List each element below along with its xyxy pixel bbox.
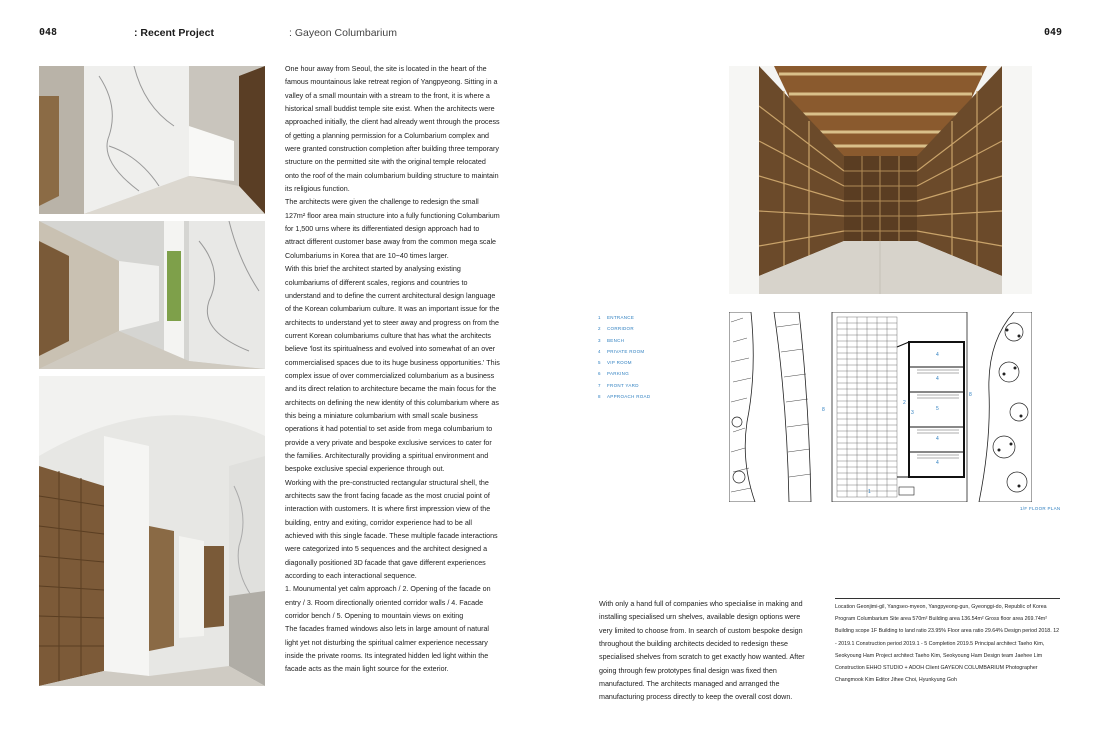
paragraph-challenge: The architects were given the challenge to redesign the small 127m² floor area main structure into a fully functioning Columbarium for 1,500 urns where its differentiated design approach had to attract different customer base away from the common mega scale Columbariums in Korea that are 10~40 times larger. bbox=[285, 198, 500, 260]
floor-plan-caption: 1/F FLOOR PLAN bbox=[1020, 506, 1061, 511]
legend-item-parking: 6 PARKING bbox=[598, 371, 630, 377]
legend-item-vip-room: 5 VIP ROOM bbox=[598, 360, 632, 366]
plan-label-room-vip: 5 bbox=[936, 406, 939, 412]
photo-columbarium-entrance bbox=[39, 376, 265, 686]
main-article-text bbox=[285, 63, 500, 677]
shelf-design-text bbox=[599, 598, 807, 705]
photo-marble-corridor-2 bbox=[39, 221, 265, 369]
plan-label-room-top: 4 bbox=[936, 352, 939, 358]
legend-item-approach-road: 8 APPROACH ROAD bbox=[598, 394, 651, 400]
plan-label-bench: 3 bbox=[911, 410, 914, 416]
legend-item-front-yard: 7 FRONT YARD bbox=[598, 382, 639, 388]
project-title: : Gayeon Columbarium bbox=[289, 27, 397, 39]
plan-label-right: 8 bbox=[969, 392, 972, 398]
plan-label-room-mid-a: 4 bbox=[936, 376, 939, 382]
plan-label-entrance: 1 bbox=[868, 489, 871, 495]
legend-item-bench: 3 BENCH bbox=[598, 337, 625, 343]
left-page-number: 048 bbox=[39, 27, 58, 38]
section-title: : Recent Project bbox=[134, 27, 214, 39]
plan-label-room-bottom: 4 bbox=[936, 460, 939, 466]
legend-item-private-room: 4 PRIVATE ROOM bbox=[598, 348, 645, 354]
legend-item-corridor: 2 CORRIDOR bbox=[598, 326, 634, 332]
plan-label-room-mid-b: 4 bbox=[936, 436, 939, 442]
paragraph-facade: Working with the pre-constructed rectangular structural shell, the architects saw the front facing facade as the most crucial point of interaction with customers. It is where first impression view of the building, entry and exiting, corridor experience had to be all achieved with this single facade. These multiple facade interactions were categorized into 5 sequences and the architect designed a diagonally positioned 3D facade that gave different experiences according to each interactional sequence. bbox=[285, 478, 498, 581]
project-credits bbox=[835, 598, 1060, 686]
plan-label-corridor: 2 bbox=[903, 400, 906, 406]
plan-legend bbox=[598, 312, 650, 402]
paragraph-light: The facades framed windows also lets in large amount of natural light yet not disturbing the spiritual calmer experience necessary inside the private rooms. Its integrated hidden led light within the facade acts as the main light source for the exterior. bbox=[285, 625, 490, 674]
floor-plan-drawing bbox=[729, 312, 1032, 502]
right-page-number: 049 bbox=[1044, 27, 1063, 38]
paragraph-shelves: With only a hand full of companies who specialise in making and installing specialised urn shelves, available design options were very limited to choose from. In search of custom bespoke design throughout the building architects decided to redesign these specialised shelves from scratch to get exactly how wanted. After going through few prototypes final design was fixed then manufactured. The architects managed and arranged the manufacturing process directly to keep the overall cost down. bbox=[599, 600, 805, 702]
paragraph-analysis: With this brief the architect started by analysing existing columbariums of different scales, regions and countries to understand and to define the current architectural design language of the Korean columbarium culture. It was an important issue for the architects to understand yet to steer away and progress on from the current Korean columbariums culture that has what the architects believe 'lost its spiritualness and evolved into somewhat of an over commercialised spaces due to its huge business opportunities.' This complex issue of over commercialized columbarium as a business and its direct relation to architecture became the main focus for the architects on defining the new identity of this columbarium where as this being a miniature columbarium with small scale business operations it had potential to set aside from mega columbarium to provide a very private and bespoke exclusive services to cater for the families. Architecturally providing a spiritual environment and bespoke exclusive special experience through out. bbox=[285, 265, 500, 474]
paragraph-intro: One hour away from Seoul, the site is located in the heart of the famous mountainous lake retreat region of Yangpyeong. Sitting in a valley of a small mountain with a stream to the front, it is where a historical small buddist temple site exist. When the architects were approached initially, the client had already went through the process of getting a planning permission for a Columbarium complex and were granted construction completion after building three temporary structure on the permitted site with the original temple relocated onto the roof of the main columbarium building structure to maintain its religious function. bbox=[285, 65, 500, 194]
photo-urn-shelf-room bbox=[729, 66, 1032, 294]
photo-marble-corridor-1 bbox=[39, 66, 265, 214]
paragraph-sequences: 1. Mounumental yet calm approach / 2. Opening of the facade on entry / 3. Room directionally oriented corridor walls / 4. Facade corridor bench / 5. Opening to mountain views on exiting bbox=[285, 585, 491, 621]
plan-label-left: 8 bbox=[822, 407, 825, 413]
legend-item-entrance: 1 ENTRANCE bbox=[598, 315, 635, 320]
credits-text: Location Geonjimi-gil, Yangseo-myeon, Yangpyeong-gun, Gyeonggi-do, Republic of Korea Program Columbarium Site area 570m² Building area 136.54m² Gross floor area 269.74m² Building scope 1F Building to land ratio 23.95% Floor area ratio 29.64% Design period 2018. 12 - 2019.1 Construction period 2019.1 - 5 Completion 2019.5 Principal architect Taeho Kim, Seokyoung Ham Project architect Taeho Kim, Seokyoung Ham Design team Jaehee Lim Construction EHHO STUDIO + ADOH Client GAYEON COLUMBARIUM Photographer Changmook Kim Editor Jihee Choi, Hyunkyung Goh bbox=[835, 604, 1060, 684]
